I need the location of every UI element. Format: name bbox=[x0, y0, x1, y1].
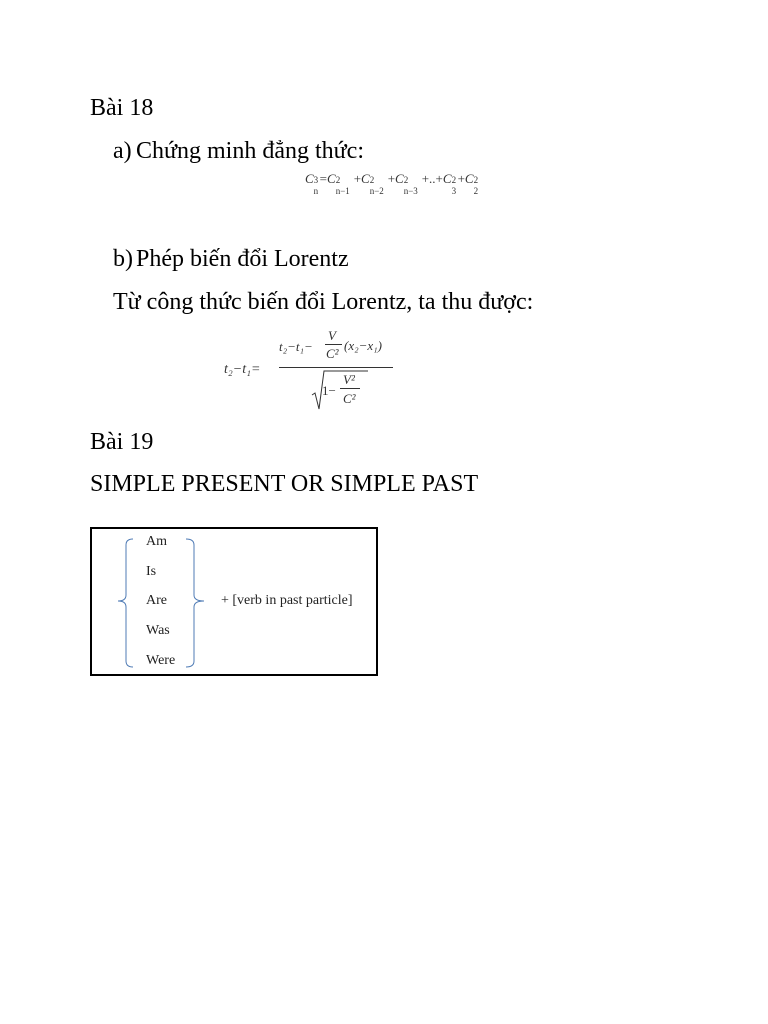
exercise-19-subtitle: SIMPLE PRESENT OR SIMPLE PAST bbox=[90, 471, 479, 497]
exercise-18-title: Bài 18 bbox=[90, 95, 154, 121]
verb-is: Is bbox=[146, 564, 157, 579]
term-5-sub: 2 bbox=[473, 186, 479, 196]
denominator-frac-top: V² bbox=[343, 372, 355, 387]
verb-was: Was bbox=[146, 623, 170, 638]
term-3-base: C bbox=[395, 171, 404, 186]
term-1-sup: 2 bbox=[335, 175, 341, 185]
term-5-base: C bbox=[464, 171, 474, 186]
term-3-sup: 2 bbox=[403, 175, 409, 185]
term-1-sub: n−1 bbox=[335, 186, 350, 196]
term-4-sup: 2 bbox=[451, 175, 457, 185]
item-a-text: Chứng minh đẳng thức: bbox=[136, 138, 364, 164]
denominator-one: 1− bbox=[322, 383, 336, 398]
exercise-19-title: Bài 19 bbox=[90, 429, 154, 455]
numerator-frac-top: V bbox=[328, 328, 336, 343]
term-5-sup: 2 bbox=[473, 175, 479, 185]
term-4-sub: 3 bbox=[451, 186, 457, 196]
item-b-marker: b) bbox=[113, 246, 133, 272]
verb-are: Are bbox=[146, 593, 167, 608]
item-a-marker: a) bbox=[113, 138, 132, 164]
ellipsis: +..+ bbox=[421, 171, 443, 186]
lhs-sup: 3 bbox=[313, 175, 319, 185]
denominator-frac-bottom: C² bbox=[343, 391, 356, 406]
denominator-frac-line bbox=[340, 388, 360, 389]
term-4-base: C bbox=[442, 171, 452, 186]
lorentz-formula bbox=[222, 326, 422, 416]
lorentz-intro: Từ công thức biến đổi Lorentz, ta thu được: bbox=[113, 289, 534, 315]
term-3-sub: n−3 bbox=[403, 186, 418, 196]
numerator-left: t₂−t₁− bbox=[279, 339, 313, 354]
left-brace-icon bbox=[114, 537, 134, 669]
lhs-sub: n bbox=[313, 186, 319, 196]
lhs-base: C bbox=[305, 171, 314, 186]
binomial-identity-formula bbox=[305, 171, 479, 196]
plus-sign: + bbox=[353, 171, 362, 186]
verb-am: Am bbox=[146, 534, 167, 549]
term-2-base: C bbox=[361, 171, 370, 186]
main-fraction-line bbox=[279, 367, 393, 368]
plus-sign: + bbox=[387, 171, 396, 186]
numerator-frac-bottom: C² bbox=[326, 346, 339, 361]
term-2-sub: n−2 bbox=[369, 186, 384, 196]
verb-were: Were bbox=[146, 653, 176, 668]
term-1-base: C bbox=[327, 171, 336, 186]
right-brace-icon bbox=[184, 537, 206, 669]
numerator-frac-line bbox=[325, 344, 342, 345]
lorentz-lhs: t₂−t₁= bbox=[224, 362, 261, 377]
sqrt-icon bbox=[310, 369, 370, 415]
passive-rule: + [verb in past particle] bbox=[221, 593, 353, 608]
item-b-text: Phép biến đổi Lorentz bbox=[136, 246, 349, 272]
plus-sign: + bbox=[457, 171, 465, 186]
equals-sign: = bbox=[319, 171, 328, 186]
term-2-sup: 2 bbox=[369, 175, 375, 185]
numerator-right: (x₂−x₁) bbox=[344, 338, 383, 353]
passive-voice-table bbox=[90, 527, 378, 676]
